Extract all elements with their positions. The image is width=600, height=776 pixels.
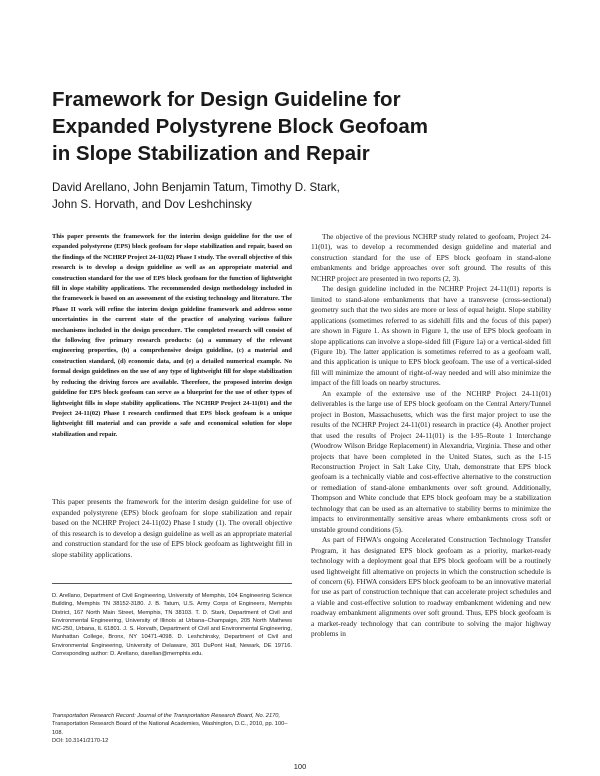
- journal-citation-italic: Transportation Research Record: Journal of the Transportation Research Board, No. 2170,: [52, 713, 281, 719]
- title-line-1: Framework for Design Guideline for: [52, 88, 401, 111]
- body-paragraph: As part of FHWA’s ongoing Accelerated Construction Technology Transfer Program, it has designated EPS block geofoam as a priority, market-ready technology with a deployment goal that EPS block geofoam will be a routinely used lightweight fill alternative on projects in which the construction schedule is of concern (6). FHWA considers EPS block geofoam to be an innovative material for use as part of construction technique that can accelerate project schedules and a viable and cost-effective solution to roadway embankment widening and new roadway embankment alignments over soft ground. Thus, EPS block geofoam is a market-ready technology that can contribute to solving the major highway problems in: [311, 535, 551, 639]
- title-line-2: Expanded Polystyrene Block Geofoam: [52, 115, 428, 138]
- abstract-text: This paper presents the framework for the interim design guideline for the use of expanded polystyrene (EPS) block geofoam for slope stabilization and repair, based on the findings of the NCHRP Project 24-11(02) Phase I study. The overall objective of this research is to develop a design guideline as well as an appropriate material and construction standard for the use of EPS block geofoam for the function of lightweight fill in slope stability applications. The recommended design methodology included in the framework is based on an assessment of the existing technology and literature. The Phase II work will refine the interim design guideline framework and address some uncertainties in the current state of the practice of analyzing various failure mechanisms included in the design procedure. The completed research will consist of the following five primary research products: (a) a summary of the relevant engineering properties, (b) a comprehensive design guideline, (c) a material and construction standard, (d) economic data, and (e) a detailed numerical example. No formal design guidelines on the use of any type of lightweight fill for slope stabilization by reducing the driving forces are available. Therefore, the proposed interim design guideline for EPS block geofoam can serve as a blueprint for the use of other types of lightweight fills in slope stability applications. The NCHRP Project 24-11(01) and the Project 24-11(02) Phase I research confirmed that EPS block geofoam is a unique lightweight fill material and can provide a safe and economical solution for slope stabilization and repair.: [52, 233, 292, 438]
- authors-line-1: David Arellano, John Benjamin Tatum, Timothy D. Stark,: [52, 181, 340, 194]
- doi: DOI: 10.3141/2170-12: [52, 737, 109, 744]
- paper-title: [52, 86, 552, 167]
- intro-text: This paper presents the framework for the interim design guideline for use of expanded polystyrene (EPS) block geofoam for slope stabilization and repair based on the NCHRP Project 24-11(02) Phase I study (1). The overall objective of this research is to develop a design guideline as well as an appropriate material and construction standard for the use of EPS block geofoam as lightweight fill in slope stability applications.: [52, 497, 292, 559]
- body-paragraph: The design guideline included in the NCHRP Project 24-11(01) reports is limited to stand-alone embankments that have a transverse (cross-sectional) geometry such that the two sides are more or less of equal height. Slope stability applications (sometimes referred to as sidehill fills and the focus of this paper) are shown in Figure 1. As shown in Figure 1, the use of EPS block geofoam in slope applications can involve a slope-sided fill (Figure 1a) or a vertical-sided fill (Figure 1b). The latter application is sometimes referred to as a geofoam wall, and this application is unique to EPS block geofoam. The use of a vertical-sided fill will minimize the amount of right-of-way needed and will also minimize the impact of the fill loads on nearby structures.: [311, 284, 551, 388]
- title-line-3: in Slope Stabilization and Repair: [52, 142, 370, 165]
- right-column: [311, 232, 551, 640]
- footnote-divider: [52, 583, 292, 584]
- journal-citation: [52, 712, 292, 745]
- body-paragraph: The objective of the previous NCHRP study related to geofoam, Project 24-11(01), was to develop a recommended design guideline and material and construction standard for the use of EPS block geofoam in stand-alone embankments and bridge approaches over soft ground. The results of this NCHRP project are presented in two reports (2, 3).: [311, 232, 551, 283]
- body-paragraph: An example of the extensive use of the NCHRP Project 24-11(01) deliverables is the large use of EPS block geofoam on the Central Artery/Tunnel project in Boston, Massachusetts, which was the first major project to use the results of the NCHRP Project 24-11(01) research in practice (4). Another project that used the results of Project 24-11(01) is the I-95–Route 1 Interchange (Woodrow Wilson Bridge Replacement) in Alexandria, Virginia. These and other projects that have been completed in the United States, such as the I-15 Reconstruction Project in Salt Lake City, Utah, demonstrate that EPS block geofoam is a technically viable and cost-effective alternative to the construction or remediation of stand-alone embankments over soft ground. Additionally, Thompson and White conclude that EPS block geofoam may be a stabilization technology that can be used as an alternative to stability berms to minimize the impacts to environmentally sensitive areas where embankments cross soft or unstable ground conditions (5).: [311, 388, 551, 534]
- authors-line-2: John S. Horvath, and Dov Leshchinsky: [52, 197, 252, 211]
- author-list: [52, 180, 572, 213]
- author-affiliations: D. Arellano, Department of Civil Engineering, University of Memphis, 104 Engineering Science Building, Memphis TN 38152-3180. J. B. Tatum, U.S. Army Corps of Engineers, Memphis District, 167 North Main Street, Memphis, TN 38103. T. D. Stark, Department of Civil and Environmental Engineering, University of Illinois at Urbana–Champaign, 205 North Mathews MC-250, Urbana, IL 61801. J. S. Horvath, Department of Civil and Environmental Engineering, Manhattan College, Bronx, NY 10471-4098. D. Leshchinsky, Department of Civil and Environmental Engineering, University of Delaware, 301 DuPont Hall, Newark, DE 19716. Corresponding author: D. Arellano, darellan@memphis.edu.: [52, 593, 292, 658]
- page-number: 100: [293, 762, 307, 771]
- abstract: [52, 232, 292, 440]
- introduction-paragraph: [52, 497, 292, 561]
- journal-citation-rest: Transportation Research Board of the National Academies, Washington, D.C., 2010, pp. 100–108.: [52, 721, 288, 736]
